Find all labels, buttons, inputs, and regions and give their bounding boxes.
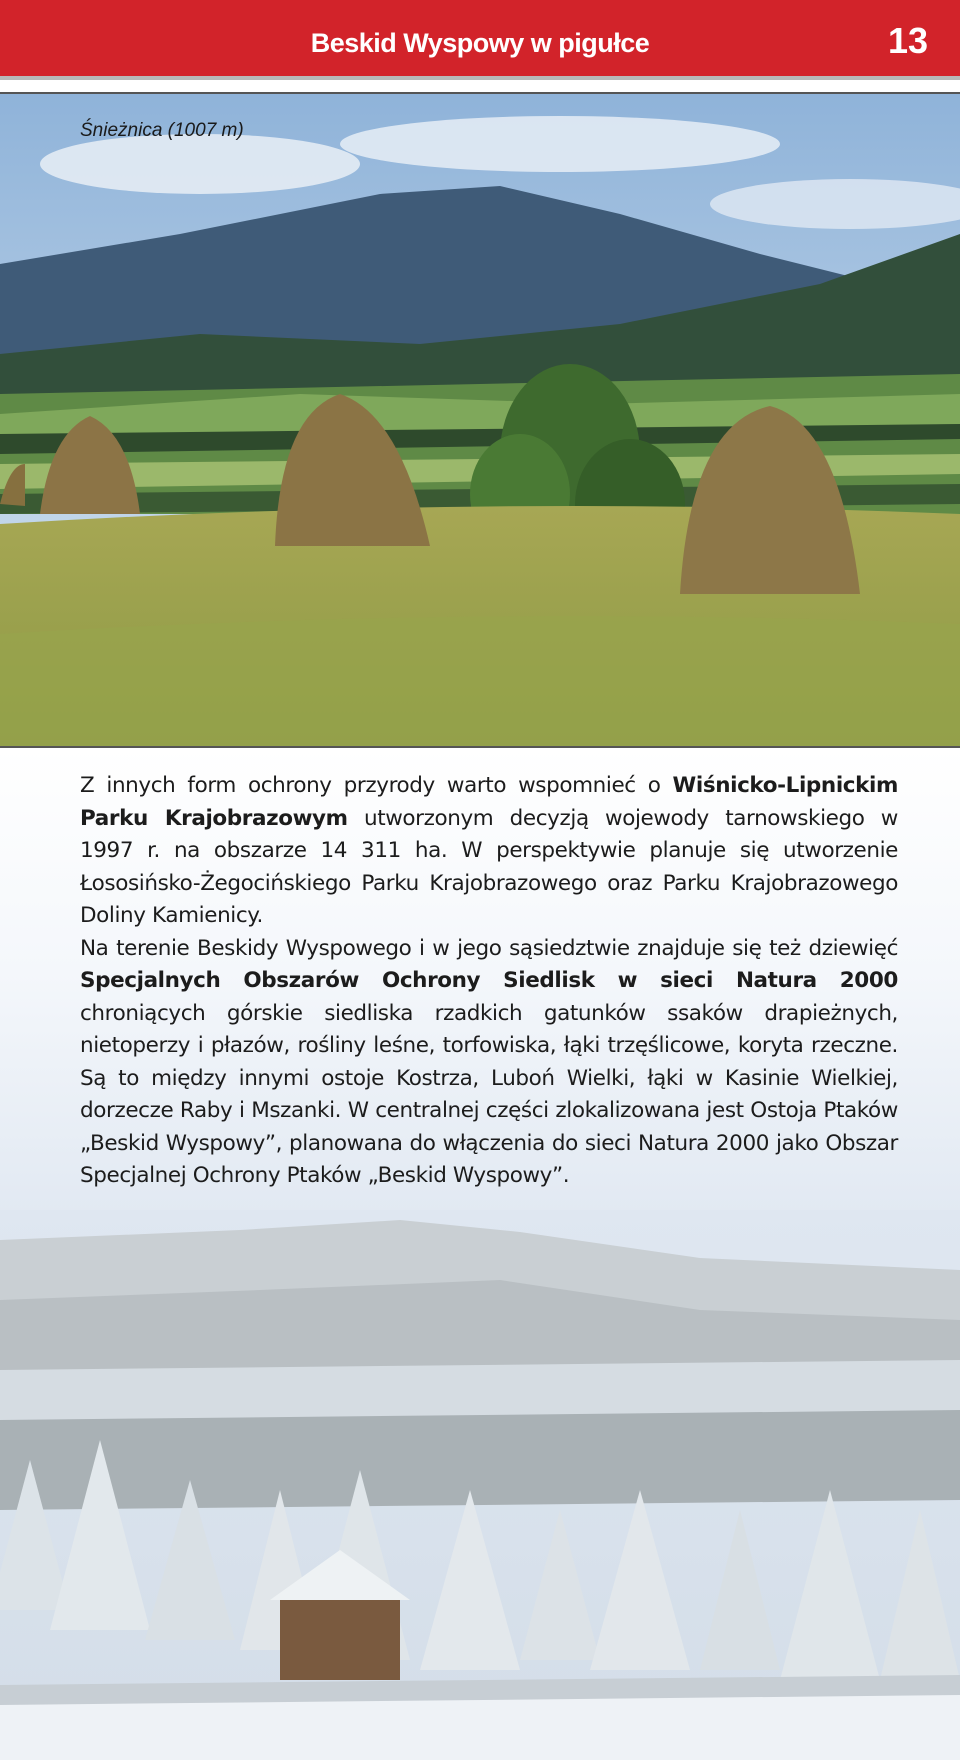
paragraph: [80, 933, 898, 1193]
paragraph: [80, 770, 898, 933]
text-run: Z innych form ochrony przyrody warto wspomnieć o: [80, 773, 673, 798]
text-run: chroniących górskie siedliska rzadkich gatunków ssaków drapieżnych, nietoperzy i płazów, rośliny leśne, torfowiska, łąki trzęślicowe, koryta rzeczne. Są to między innymi ostoje Kostrza, Luboń Wielki, łąki w Kasinie Wielkiej, dorzecze Raby i Mszanki. W centralnej części zlokalizowana jest Ostoja Ptaków „Beskid Wyspowy”, planowana do włączenia do sieci Natura 2000 jako Obszar Specjalnej Ochrony Ptaków „Beskid Wyspowy”.: [80, 1000, 898, 1188]
page-header: [0, 0, 960, 80]
text-run: Na terenie Beskidy Wyspowego i w jego sąsiedztwie znajduje się też dziewięć: [80, 935, 898, 961]
text-run: utworzonym decyzją wojewody tarnowskiego w 1997 r. na obszarze 14 311 ha. W perspektywie planuje się utworzenie Łososińsko-Żegocińskiego Parku Krajobrazowego oraz Parku Krajobrazowego Doliny Kamienicy.: [80, 805, 898, 928]
page-number: 13: [887, 20, 928, 61]
winter-photo: [0, 1210, 960, 1760]
mountain-landscape-image: [0, 94, 960, 746]
section-title: Beskid Wyspowy w pigułce: [310, 28, 650, 58]
winter-landscape-image: [0, 1210, 960, 1760]
photo-caption: Śnieżnica (1007 m): [80, 120, 244, 141]
body-text: [80, 770, 898, 1193]
natura-2000-term: Specjalnych Obszarów Ochrony Siedlisk w sieci Natura 2000: [80, 968, 898, 993]
park-name: Wiśnicko-Lipnickim Parku Krajobrazowym: [80, 773, 898, 831]
mountain-photo: [0, 92, 960, 748]
